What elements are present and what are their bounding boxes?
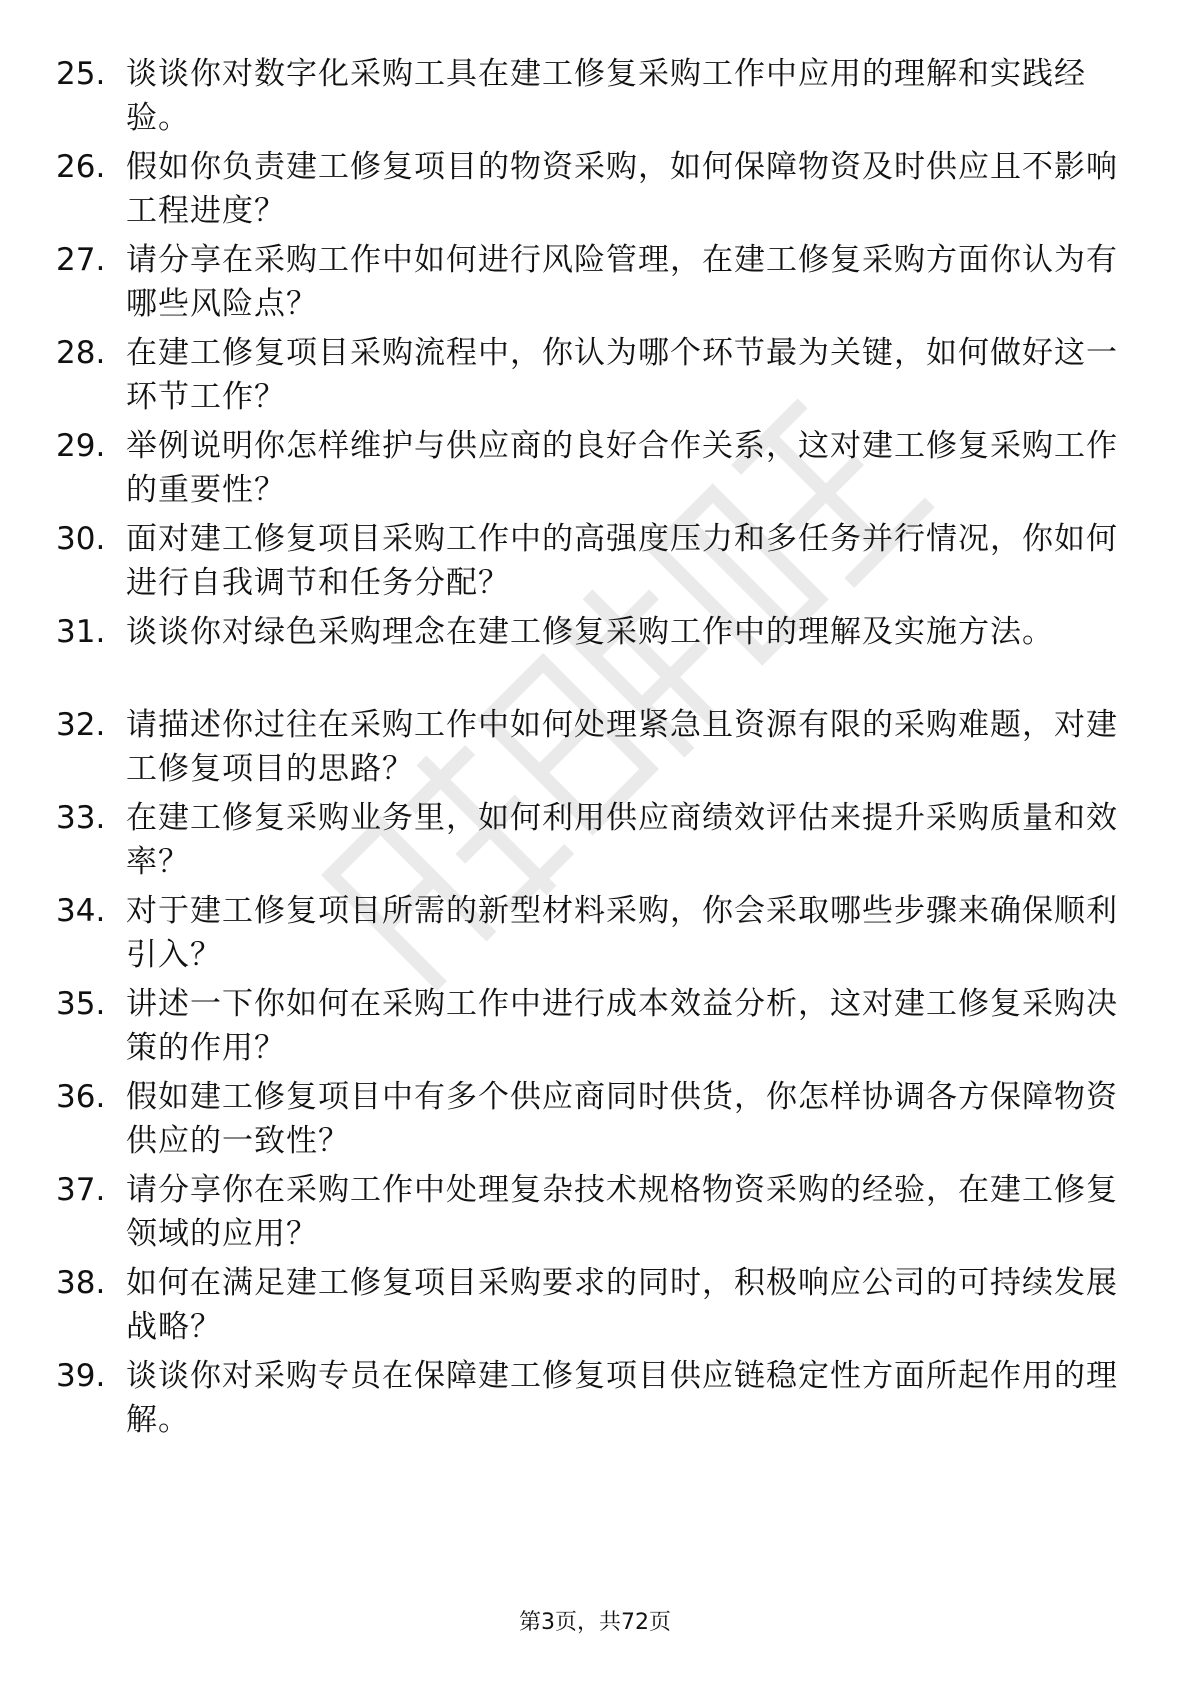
question-text: 请分享你在采购工作中处理复杂技术规格物资采购的经验，在建工修复领域的应用？ bbox=[126, 1172, 1118, 1252]
question-text: 在建工修复项目采购流程中，你认为哪个环节最为关键，如何做好这一环节工作？ bbox=[126, 335, 1118, 415]
question-number: 36. bbox=[56, 1079, 106, 1115]
list-item bbox=[0, 52, 1190, 152]
list-item bbox=[0, 1354, 1190, 1454]
question-text: 谈谈你对数字化采购工具在建工修复采购工作中应用的理解和实践经验。 bbox=[126, 56, 1086, 136]
list-item bbox=[0, 703, 1190, 803]
question-text: 谈谈你对绿色采购理念在建工修复采购工作中的理解及实施方法。 bbox=[126, 614, 1054, 650]
list-item bbox=[0, 517, 1190, 617]
list-item bbox=[0, 796, 1190, 896]
question-text: 请描述你过往在采购工作中如何处理紧急且资源有限的采购难题，对建工修复项目的思路？ bbox=[126, 707, 1118, 787]
question-number: 32. bbox=[56, 707, 106, 743]
question-text: 讲述一下你如何在采购工作中进行成本效益分析，这对建工修复采购决策的作用？ bbox=[126, 986, 1118, 1066]
question-number: 27. bbox=[56, 242, 106, 278]
question-number: 25. bbox=[56, 56, 106, 92]
list-item bbox=[0, 424, 1190, 524]
list-item bbox=[0, 1168, 1190, 1268]
question-number: 31. bbox=[56, 614, 106, 650]
question-number: 38. bbox=[56, 1265, 106, 1301]
question-text: 在建工修复采购业务里，如何利用供应商绩效评估来提升采购质量和效率？ bbox=[126, 800, 1118, 880]
question-text: 假如你负责建工修复项目的物资采购，如何保障物资及时供应且不影响工程进度？ bbox=[126, 149, 1118, 229]
question-text: 谈谈你对采购专员在保障建工修复项目供应链稳定性方面所起作用的理解。 bbox=[126, 1358, 1118, 1438]
question-text: 举例说明你怎样维护与供应商的良好合作关系，这对建工修复采购工作的重要性？ bbox=[126, 428, 1118, 508]
question-number: 28. bbox=[56, 335, 106, 371]
list-item bbox=[0, 1075, 1190, 1175]
question-text: 假如建工修复项目中有多个供应商同时供货，你怎样协调各方保障物资供应的一致性？ bbox=[126, 1079, 1118, 1159]
question-number: 26. bbox=[56, 149, 106, 185]
list-item bbox=[0, 1261, 1190, 1361]
question-number: 34. bbox=[56, 893, 106, 929]
question-number: 30. bbox=[56, 521, 106, 557]
question-number: 39. bbox=[56, 1358, 106, 1394]
question-text: 请分享在采购工作中如何进行风险管理，在建工修复采购方面你认为有哪些风险点？ bbox=[126, 242, 1118, 322]
list-item bbox=[0, 982, 1190, 1082]
page-number-footer: 第3页，共72页 bbox=[519, 1610, 671, 1635]
question-text: 对于建工修复项目所需的新型材料采购，你会采取哪些步骤来确保顺利引入？ bbox=[126, 893, 1118, 973]
list-item bbox=[0, 145, 1190, 245]
list-item bbox=[0, 610, 1190, 710]
list-item bbox=[0, 238, 1190, 338]
question-number: 33. bbox=[56, 800, 106, 836]
question-number: 35. bbox=[56, 986, 106, 1022]
question-text: 面对建工修复项目采购工作中的高强度压力和多任务并行情况，你如何进行自我调节和任务分配？ bbox=[126, 521, 1118, 601]
question-number: 37. bbox=[56, 1172, 106, 1208]
question-text: 如何在满足建工修复项目采购要求的同时，积极响应公司的可持续发展战略？ bbox=[126, 1265, 1118, 1345]
question-number: 29. bbox=[56, 428, 106, 464]
list-item bbox=[0, 889, 1190, 989]
list-item bbox=[0, 331, 1190, 431]
